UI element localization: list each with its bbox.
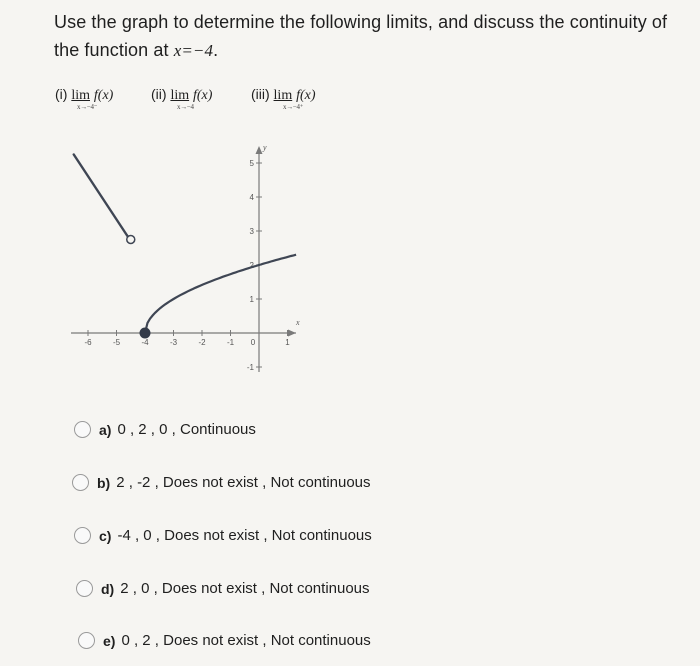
x-tick-label: 1 xyxy=(285,338,290,347)
y-tick-label: 4 xyxy=(249,193,254,202)
question-math: x=−4 xyxy=(173,41,214,60)
limit-ii-subscript: x→−4 xyxy=(177,103,194,111)
limit-iii-word: lim xyxy=(273,88,293,103)
option-d-letter: d) xyxy=(101,580,115,597)
x-tick-label: -1 xyxy=(226,338,235,347)
option-c-text: -4 , 0 , Does not exist , Not continuous xyxy=(117,527,372,544)
x-tick-label: -3 xyxy=(169,338,178,347)
y-tick-label: -1 xyxy=(246,363,254,372)
x-tick-label: -6 xyxy=(84,338,92,347)
x-axis-arrow xyxy=(288,330,296,337)
option-c[interactable] xyxy=(74,527,372,544)
option-b-text: 2 , -2 , Does not exist , Not continuous xyxy=(116,474,371,491)
limit-i-subscript: x→−4⁻ xyxy=(77,103,98,111)
x-tick-label: 0 xyxy=(250,338,256,347)
option-a[interactable] xyxy=(74,421,256,438)
limit-iii-subscript: x→−4⁺ xyxy=(283,103,304,111)
option-e[interactable] xyxy=(78,632,371,649)
radio-d[interactable] xyxy=(76,580,93,597)
limit-i-word: lim xyxy=(71,88,90,103)
y-tick-label: 3 xyxy=(249,227,254,236)
sqrt-curve xyxy=(145,255,296,333)
limit-iii-number: (iii) xyxy=(251,86,270,102)
closed-circle-marker xyxy=(140,328,150,338)
radio-b[interactable] xyxy=(72,474,89,491)
radio-a[interactable] xyxy=(74,421,91,438)
option-b-letter: b) xyxy=(97,474,111,491)
limit-i-function: f(x) xyxy=(93,88,114,103)
radio-e[interactable] xyxy=(78,632,95,649)
left-piece-line xyxy=(74,155,128,237)
option-e-text: 0 , 2 , Does not exist , Not continuous xyxy=(121,632,371,649)
question-end: . xyxy=(213,40,219,60)
limit-ii-function: f(x) xyxy=(193,88,213,103)
limit-ii-number: (ii) xyxy=(151,86,167,102)
option-c-letter: c) xyxy=(99,527,112,544)
limit-i-number: (i) xyxy=(55,86,68,102)
x-tick-label: -4 xyxy=(141,338,149,347)
x-axis-label: x xyxy=(296,318,300,327)
open-circle-marker xyxy=(127,236,135,244)
option-d-text: 2 , 0 , Does not exist , Not continuous xyxy=(120,580,370,597)
option-e-letter: e) xyxy=(103,632,116,649)
question-body: Use the graph to determine the following limits, and discuss the continuity of the function at xyxy=(54,12,668,60)
limit-ii-word: lim xyxy=(170,88,190,103)
radio-c[interactable] xyxy=(74,527,91,544)
y-axis-label: y xyxy=(263,143,267,152)
option-a-letter: a) xyxy=(99,421,112,438)
y-axis-arrow xyxy=(256,146,263,154)
x-tick-label: -2 xyxy=(198,338,206,347)
y-tick-label: 2 xyxy=(249,261,254,270)
option-b[interactable] xyxy=(72,474,371,491)
y-tick-label: 1 xyxy=(249,295,254,304)
y-tick-label: 5 xyxy=(249,159,254,168)
x-tick-label: -5 xyxy=(112,338,121,347)
limit-iii-function: f(x) xyxy=(296,88,316,103)
option-d[interactable] xyxy=(76,580,370,597)
option-a-text: 0 , 2 , 0 , Continuous xyxy=(117,421,256,438)
